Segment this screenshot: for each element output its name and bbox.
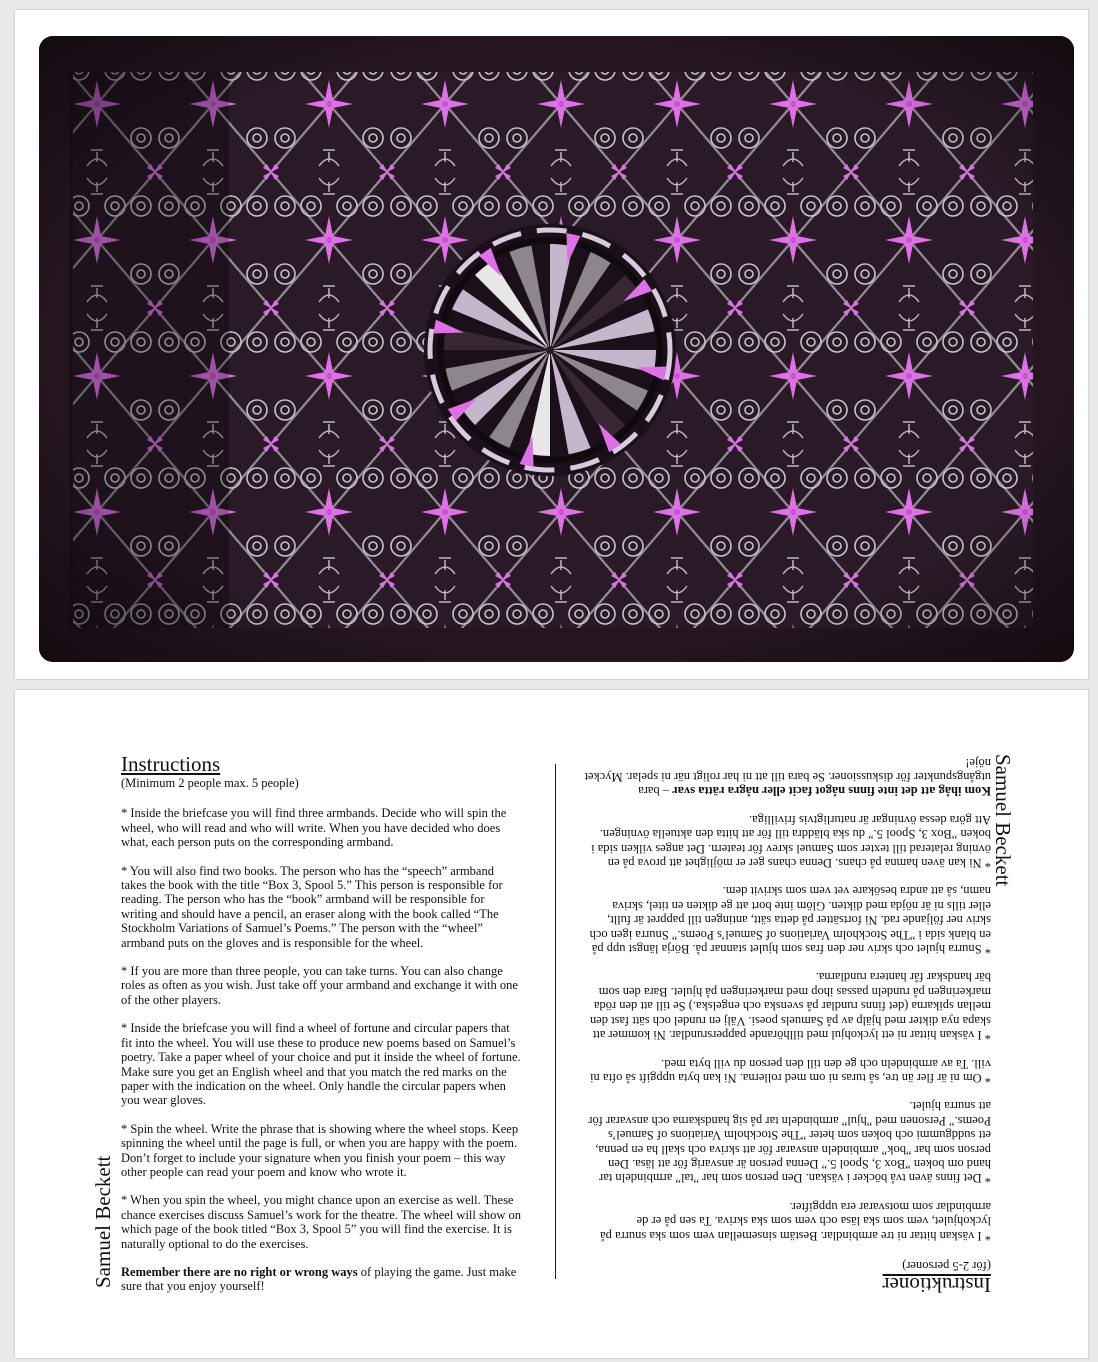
wheel-of-fortune-graphic xyxy=(422,222,678,478)
card-back-illustration xyxy=(39,36,1074,662)
swedish-closing-rest: – bara utgångspunkter för diskussioner. Se bara till att ni har roligt när ni spelar. Mycket nöje! xyxy=(584,755,991,799)
english-closing-bold: Remember there are no right or wrong ways xyxy=(121,1264,358,1279)
english-paragraph-3: * If you are more than three people, you can take turns. You can also change roles as often as you wish. Just take off your armband and exchange it with one of the other players. xyxy=(121,964,518,1007)
card-back-page xyxy=(15,10,1088,679)
english-instructions xyxy=(121,752,521,1308)
instructions-page xyxy=(15,690,1088,1358)
english-closing-rest: of playing the game. Just make sure that you enjoy yourself! xyxy=(121,1264,517,1294)
swedish-paragraph-4: * I väskan hittar ni ett lyckohjul med tillhörande pappersrundlar. Ni kommer att skapa nya dikter med hjälp av på Samuels poesi. Välj en rundel och sätt fast den mellan spikarna (det finns rundlar på svenska och engelska.) Se till att den röda markeringen på rundeln passas ihop med markeringen på hjulet. Bara den som bär handskar får hantera rundlarna. xyxy=(589,970,991,1043)
swedish-paragraph-5: * Snurra hjulet och skriv ner den fras som hjulet stannar på. Börja längst upp på en blank sida i ”The Stockholm Variations of Samuel’s Poems.” Snurra igen och skriv ner följande rad. Ni fortsätter på detta sätt, antingen till pappret är fullt, eller tills ni är nöjda med dikten. Glöm inte bort att ge dikten en titel, skriva namn, så att andra besökare vet vem som skrivit dem. xyxy=(589,884,991,957)
author-name-left: Samuel Beckett xyxy=(91,1155,115,1288)
english-paragraph-4: * Inside the briefcase you will find a wheel of fortune and circular papers that fit into the wheel. You will use these to produce new poems based on Samuel’s poetry. Take a paper wheel of your choice and put it inside the wheel of fortune. Make sure you get an English wheel and that you match the red marks on the paper with the indication on the wheel. Only handle the circular papers when you wear gloves. xyxy=(121,1021,521,1108)
english-paragraph-6: * When you spin the wheel, you might chance upon an exercise as well. These chance exercises discuss Samuel’s work for the theatre. The wheel will show on which page of the book titled “Box 3, Spool 5” you will find the exercise. It is naturally optional to do the exercises. xyxy=(121,1193,521,1251)
swedish-subtitle: (för 2-5 personer) xyxy=(902,1259,991,1273)
english-paragraph-1: * Inside the briefcase you will find three armbands. Decide who will spin the wheel, who will read and who will write. When you have decided who does what, each person puts on the corresponding armband. xyxy=(121,806,507,850)
english-subtitle: (Minimum 2 people max. 5 people) xyxy=(121,776,299,790)
swedish-closing xyxy=(583,755,991,798)
swedish-paragraph-1: * I väskan hittar ni tre armbindlar. Bestäm sinsemellan vem som ska snurra på lyckohjulet, vem som ska läsa och vem som ska skriva. Ta sen på er de armbindlar som motsvarar era uppgifter. xyxy=(600,1199,991,1243)
swedish-title: Instruktioner xyxy=(882,1273,991,1297)
column-divider xyxy=(555,764,556,1279)
swedish-paragraph-3: * Om ni är fler än tre, så turas ni om med rollerna. Ni kan byta uppgift så ofta ni vill. Ta av armbindeln och ge den till den person du vill byta med. xyxy=(590,1056,991,1085)
author-name-right: Samuel Beckett xyxy=(991,754,1015,887)
english-paragraph-5: * Spin the wheel. Write the phrase that is showing where the wheel stops. Keep spinning the wheel until the page is full, or when you are happy with the poem. Don’t forget to include your signature when you finish your poem – this way other people can read your poem and know who wrote it. xyxy=(121,1121,519,1179)
english-paragraph-2: * You will also find two books. The person who has the “speech” armband takes the book with the title “Box 3, Spool 5.” This person is responsible for reading. The person who has the “book” armband will be responsible for writing and should have a pencil, an eraser along with the book called “The Stockholm Variations of Samuel’s Poems.” The person with the “wheel” armband puts on the gloves and is responsible for the wheel. xyxy=(121,863,503,950)
swedish-closing-bold: Kom ihåg att det inte finns något facit eller några rätta svar xyxy=(672,784,991,799)
swedish-paragraph-6: * Ni kan även hamna på chans. Denna chans ger er möjlighet att prova på en övning relaterad till texter som Samuel skrev för teatern. Det anges vilken sida i boken ”Box 3, Spool 5.” du ska bläddra till för att hitta den aktuella övningen. Att göra dessa övningar är naturligtvis frivilliga. xyxy=(591,812,991,871)
swedish-paragraph-2: * Det finns även två böcker i väskan. Den person som har ”tal” armbindeln tar hand om boken ”Box 3, Spool 5.” Denna person är ansvarig för att läsa. Den person som har ”bok” armbindeln ansvarar för att skriva och skall ha en penna, ett suddgummi och boken som heter ”The Stockholm Variations of Samuel’s Poems.” Personen med ”hjul” armbindeln tar på sig handskarna och ansvarar för att snurra hjulet. xyxy=(588,1099,991,1186)
english-closing xyxy=(121,1265,521,1294)
english-title: Instructions xyxy=(121,752,221,776)
swedish-instructions xyxy=(583,752,991,1297)
